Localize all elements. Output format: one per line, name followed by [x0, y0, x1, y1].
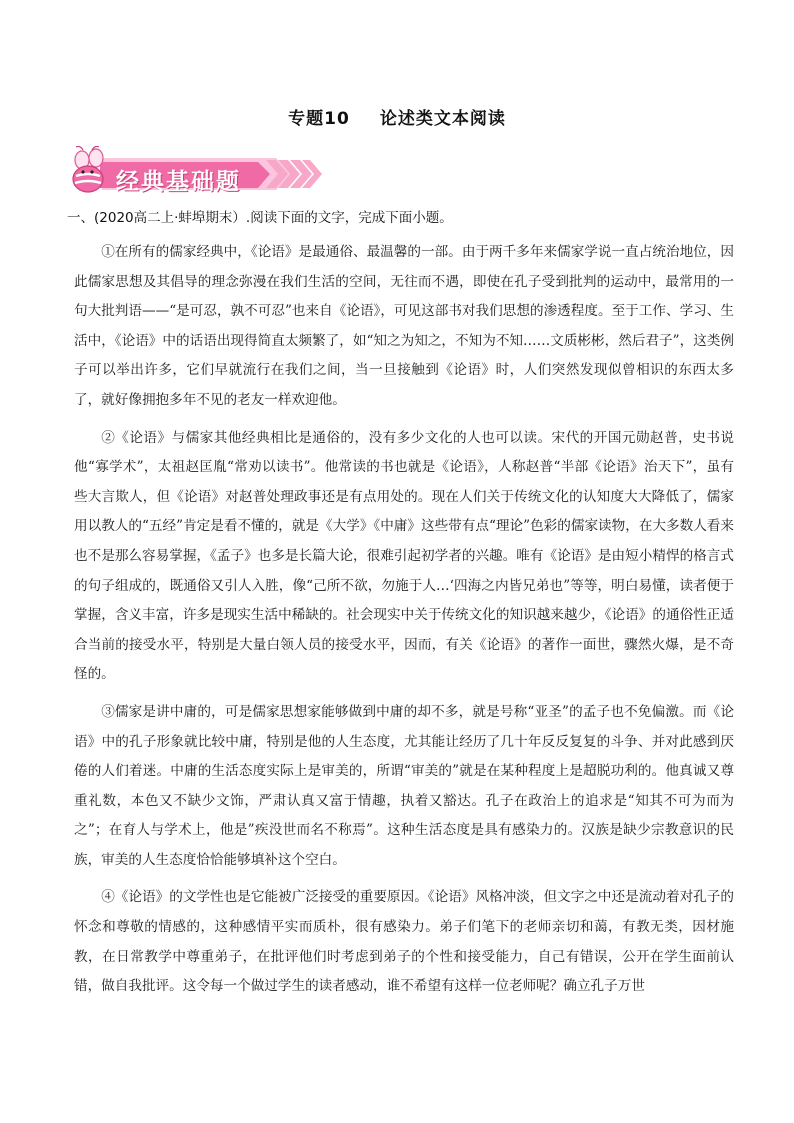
section-banner [66, 146, 326, 198]
passage-body [74, 238, 734, 1010]
passage-paragraph-3: ③儒家是讲中庸的，可是儒家思想家能够做到中庸的却不多，就是号称“亚圣”的孟子也不免偏激。而《论语》中的孔子形象就比较中庸，特别是他的人生态度，尤其能让经历了几十年反反复复的斗争、并对此感到厌倦的人们着迷。中庸的生活态度实际上是审美的，所谓“审美的”就是在某种程度上是超脱功利的。他真诚又尊重礼数，本色又不缺少文饰，严肃认真又富于情趣，执着又豁达。孔子在政治上的追求是“知其不可为而为之”；在育人与学术上，他是”疾没世而名不称焉”。这种生活态度是具有感染力的。汉族是缺少宗教意识的民族，审美的人生态度恰恰能够填补这个空白。 [74, 703, 734, 868]
question-header: 一、(2020高二上·蚌埠期末）.阅读下面的文字，完成下面小题。 [67, 210, 453, 226]
topic-name: 论述类文本阅读 [379, 109, 506, 129]
cartoon-bee-icon [73, 146, 103, 192]
passage-paragraph-4: ④《论语》的文学性也是它能被广泛接受的重要原因。《论语》风格冲淡，但文字之中还是流动着对孔子的怀念和尊敬的情感的，这种感情平实而质朴，很有感染力。弟子们笔下的老师亲切和蔼，有教无类，因材施教，在日常教学中尊重弟子，在批评他们时考虑到弟子的个性和接受能力，自己有错误，公开在学生面前认错，做自我批评。这令每一个做过学生的读者感动，谁不希望有这样一位老师呢？确立孔子万世 [74, 889, 734, 995]
passage-paragraph-2: ②《论语》与儒家其他经典相比是通俗的，没有多少文化的人也可以读。宋代的开国元勋赵普，史书说他“寡学术”，太祖赵匡胤“常劝以读书”。他常读的书也就是《论语》，人称赵普“半部《论语》治天下”，虽有些大言欺人，但《论语》对赵普处理政事还是有点用处的。现在人们关于传统文化的认知度大大降低了，儒家用以教人的“五经”肯定是看不懂的，就是《大学》《中庸》这些带有点“理论”色彩的儒家读物，在大多数人看来也不是那么容易掌握，《孟子》也多是长篇大论，很难引起初学者的兴趣。唯有《论语》是由短小精悍的格言式的句子组成的，既通俗又引人入胜，像“己所不欲，勿施于人…‘四海之内皆兄弟也”等等，明白易懂，读者便于掌握，含义丰富，许多是现实生活中稀缺的。社会现实中关于传统文化的知识越来越少，《论语》的通俗性正适合当前的接受水平，特别是大量白领人员的接受水平，因而，有关《论语》的著作一面世，骤然火爆，是不奇怪的。 [74, 429, 734, 683]
banner-label: 经典基础题 [116, 169, 241, 195]
page-title [0, 104, 794, 129]
passage-paragraph-1: ①在所有的儒家经典中，《论语》是最通俗、最温馨的一部。由于两千多年来儒家学说一直占统治地位，因此儒家思想及其倡导的理念弥漫在我们生活的空间，无往而不遇，即使在孔子受到批判的运动中，最常用的一句大批判语——“是可忍，孰不可忍”也来自《论语》，可见这部书对我们思想的渗透程度。至于工作、学习、生活中，《论语》中的话语出现得简直太频繁了，如“知之为知之，不知为不知……文质彬彬，然后君子”，这类例子可以举出许多，它们早就流行在我们之间，当一旦接触到《论语》时，人们突然发现似曾相识的东西太多了，就好像拥抱多年不见的老友一样欢迎他。 [74, 244, 734, 408]
topic-number: 专题10 [288, 109, 350, 129]
